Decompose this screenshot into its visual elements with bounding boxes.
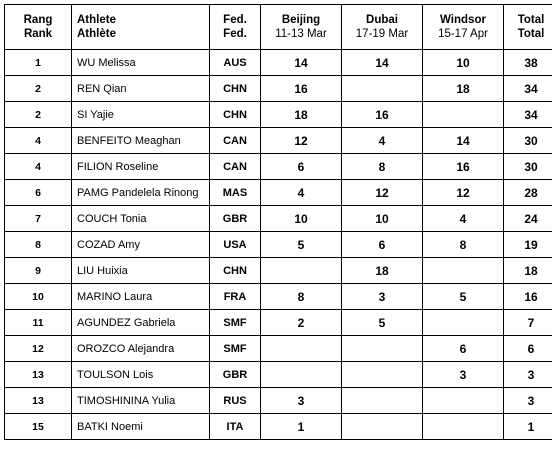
table-row [5,284,552,310]
header-total-2: Total [504,27,552,50]
header-event-windsor: Windsor [423,5,504,28]
cell-athlete: COUCH Tonia [72,206,210,232]
cell-dubai [342,76,423,102]
cell-windsor: 16 [423,154,504,180]
cell-rank: 8 [5,232,72,258]
header-row-secondary [5,27,552,50]
cell-fed: CHN [210,258,261,284]
header-dates-beijing: 11-13 Mar [261,27,342,50]
cell-rank: 11 [5,310,72,336]
cell-beijing [261,362,342,388]
cell-athlete: TIMOSHININA Yulia [72,388,210,414]
header-athlete-fr: Athlète [72,27,210,50]
table-row [5,362,552,388]
cell-fed: GBR [210,362,261,388]
cell-dubai: 12 [342,180,423,206]
table-row [5,388,552,414]
table-row [5,414,552,440]
cell-total: 7 [504,310,552,336]
cell-windsor: 10 [423,50,504,76]
table-row [5,206,552,232]
cell-athlete: OROZCO Alejandra [72,336,210,362]
cell-rank: 15 [5,414,72,440]
cell-rank: 9 [5,258,72,284]
table-body [5,50,552,440]
cell-rank: 4 [5,154,72,180]
cell-windsor [423,258,504,284]
cell-beijing: 4 [261,180,342,206]
cell-rank: 2 [5,76,72,102]
cell-athlete: WU Melissa [72,50,210,76]
cell-total: 3 [504,362,552,388]
cell-beijing: 3 [261,388,342,414]
header-dates-dubai: 17-19 Mar [342,27,423,50]
table-row [5,258,552,284]
cell-dubai [342,388,423,414]
cell-dubai: 16 [342,102,423,128]
cell-dubai: 8 [342,154,423,180]
table-row [5,128,552,154]
cell-athlete: REN Qian [72,76,210,102]
cell-windsor: 3 [423,362,504,388]
cell-beijing: 12 [261,128,342,154]
table-row [5,76,552,102]
cell-total: 18 [504,258,552,284]
cell-beijing: 10 [261,206,342,232]
cell-dubai [342,362,423,388]
cell-windsor: 12 [423,180,504,206]
cell-windsor [423,414,504,440]
cell-total: 6 [504,336,552,362]
cell-fed: CAN [210,154,261,180]
cell-fed: CHN [210,76,261,102]
cell-beijing: 1 [261,414,342,440]
cell-total: 28 [504,180,552,206]
cell-windsor [423,102,504,128]
cell-dubai [342,336,423,362]
table-row [5,180,552,206]
header-dates-windsor: 15-17 Apr [423,27,504,50]
cell-total: 34 [504,76,552,102]
cell-dubai: 18 [342,258,423,284]
cell-windsor: 5 [423,284,504,310]
cell-beijing: 6 [261,154,342,180]
cell-windsor [423,310,504,336]
table-row [5,50,552,76]
cell-beijing: 18 [261,102,342,128]
header-event-beijing: Beijing [261,5,342,28]
cell-dubai [342,414,423,440]
cell-athlete: BATKI Noemi [72,414,210,440]
cell-rank: 1 [5,50,72,76]
cell-athlete: COZAD Amy [72,232,210,258]
cell-fed: SMF [210,310,261,336]
cell-total: 3 [504,388,552,414]
cell-windsor: 8 [423,232,504,258]
header-rank-fr: Rang [5,5,72,28]
cell-beijing [261,258,342,284]
cell-athlete: MARINO Laura [72,284,210,310]
cell-dubai: 14 [342,50,423,76]
cell-beijing: 8 [261,284,342,310]
cell-dubai: 5 [342,310,423,336]
cell-fed: RUS [210,388,261,414]
header-fed-2: Fed. [210,27,261,50]
cell-beijing [261,336,342,362]
cell-fed: FRA [210,284,261,310]
cell-total: 38 [504,50,552,76]
cell-windsor: 14 [423,128,504,154]
cell-rank: 13 [5,388,72,414]
cell-total: 30 [504,154,552,180]
header-athlete-en: Athlete [72,5,210,28]
table-row [5,154,552,180]
cell-athlete: LIU Huixia [72,258,210,284]
cell-dubai: 6 [342,232,423,258]
cell-beijing: 16 [261,76,342,102]
cell-rank: 4 [5,128,72,154]
cell-beijing: 2 [261,310,342,336]
cell-total: 34 [504,102,552,128]
table-row [5,336,552,362]
cell-total: 24 [504,206,552,232]
cell-fed: CAN [210,128,261,154]
cell-athlete: PAMG Pandelela Rinong [72,180,210,206]
cell-athlete: BENFEITO Meaghan [72,128,210,154]
cell-athlete: TOULSON Lois [72,362,210,388]
cell-rank: 12 [5,336,72,362]
cell-rank: 2 [5,102,72,128]
header-event-dubai: Dubai [342,5,423,28]
cell-fed: CHN [210,102,261,128]
cell-fed: GBR [210,206,261,232]
table-header [5,5,552,50]
cell-rank: 13 [5,362,72,388]
cell-fed: SMF [210,336,261,362]
cell-windsor: 6 [423,336,504,362]
cell-fed: ITA [210,414,261,440]
cell-total: 30 [504,128,552,154]
cell-dubai: 10 [342,206,423,232]
cell-fed: USA [210,232,261,258]
header-total-1: Total [504,5,552,28]
cell-beijing: 5 [261,232,342,258]
table-row [5,310,552,336]
cell-athlete: FILION Roseline [72,154,210,180]
cell-fed: MAS [210,180,261,206]
cell-fed: AUS [210,50,261,76]
table-row [5,102,552,128]
header-fed-1: Fed. [210,5,261,28]
cell-athlete: SI Yajie [72,102,210,128]
cell-windsor: 18 [423,76,504,102]
table-row [5,232,552,258]
cell-rank: 7 [5,206,72,232]
cell-total: 19 [504,232,552,258]
cell-windsor: 4 [423,206,504,232]
cell-dubai: 4 [342,128,423,154]
cell-total: 16 [504,284,552,310]
header-row-primary [5,5,552,28]
cell-rank: 6 [5,180,72,206]
standings-table [4,4,552,440]
cell-windsor [423,388,504,414]
cell-athlete: AGUNDEZ Gabriela [72,310,210,336]
header-rank-en: Rank [5,27,72,50]
cell-total: 1 [504,414,552,440]
cell-beijing: 14 [261,50,342,76]
cell-dubai: 3 [342,284,423,310]
cell-rank: 10 [5,284,72,310]
